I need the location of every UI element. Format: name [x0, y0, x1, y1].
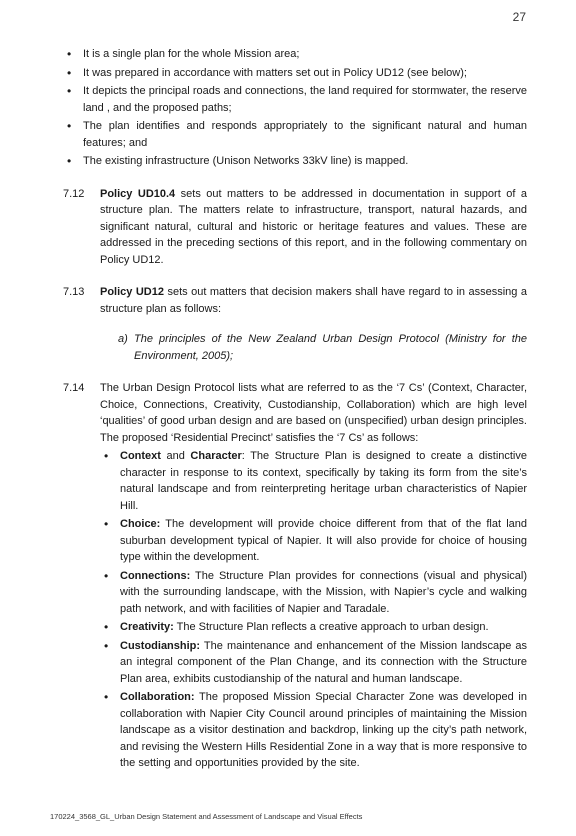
- paragraph-text: [100, 186, 527, 269]
- list-item: • The plan identifies and responds appropriately to the significant natural and human features; and: [63, 118, 527, 151]
- structure-plan-criteria-list: [63, 46, 527, 170]
- page-number: 27: [512, 10, 526, 24]
- bullet-term: Collaboration:: [120, 691, 195, 703]
- bullet-connector: and: [160, 450, 191, 462]
- document-footer: 170224_3568_GL_Urban Design Statement and Assessment of Landscape and Visual Effects: [50, 812, 363, 821]
- bullet-text: : The Structure Plan is designed to create a distinctive character in response to its context, specifically by taking its form from the site’s natural landscape and from reinterpreting heritage urban characteristics of Napier Hill.: [120, 450, 527, 512]
- paragraph-number: 7.13: [63, 286, 85, 298]
- list-item: • The existing infrastructure (Unison Networks 33kV line) is mapped.: [63, 153, 527, 170]
- policy-reference: Policy UD12: [100, 286, 164, 298]
- paragraph-text: The Urban Design Protocol lists what are referred to as the ‘7 Cs’ (Context, Character, Choice, Connections, Creativity, Custodianship, Collaboration) which are high level ‘qualities’ of good urban design and are based on (unspecified) urban design principles. The proposed ‘Residential Precinct’ satisfies the ‘7 Cs’ as follows:: [100, 382, 527, 444]
- sub-item-letter: a): [118, 333, 128, 345]
- bullet-text: The maintenance and enhancement of the Mission landscape as an integral component of the Plan Change, and its connection with the Structure Plan area, exhibits custodianship of the natural and human landscape.: [120, 639, 527, 685]
- sub-item-text: The principles of the New Zealand Urban Design Protocol (Ministry for the Environment, 2005);: [134, 333, 527, 362]
- bullet-text: The Structure Plan reflects a creative approach to urban design.: [173, 621, 489, 633]
- bullet-term: Creativity:: [120, 621, 174, 633]
- paragraph-number: 7.12: [63, 187, 85, 200]
- bullet-term: Character: [190, 450, 242, 462]
- bullet-term: Choice:: [120, 518, 161, 530]
- list-item-context-character: [100, 448, 527, 514]
- paragraph-7-14: [63, 380, 527, 772]
- bullet-text: The Structure Plan provides for connections (visual and physical) with the surrounding landscape, with the Mission, with Napier’s cycle and walking path network, and with facilities of Napier and Taradale.: [120, 569, 527, 615]
- paragraph-number: 7.14: [63, 382, 85, 394]
- bullet-text: The development will provide choice different from that of the flat land suburban development typical of Napier. It will also provide for choice of housing type within the development.: [120, 518, 527, 563]
- policy-reference: Policy UD10.4: [100, 187, 176, 200]
- bullet-term: Context: [120, 450, 161, 462]
- list-item-collaboration: [100, 689, 527, 772]
- paragraph-7-12: [63, 186, 527, 269]
- list-item-connections: [100, 568, 527, 618]
- list-item: • It depicts the principal roads and connections, the land required for stormwater, the reserve land , and the proposed paths;: [63, 83, 527, 116]
- bullet-term: Custodianship:: [120, 639, 201, 652]
- paragraph-text: [100, 284, 527, 317]
- list-item-creativity: [100, 619, 527, 636]
- document-body: [63, 46, 527, 774]
- list-item: • It is a single plan for the whole Mission area;: [63, 46, 527, 63]
- paragraph-body-text: sets out matters to be addressed in documentation in support of a structure plan. The matters relate to infrastructure, transport, natural hazards, and significant natural, cultural and historic or heritage features and values. These are addressed in the preceding sections of this report, and in the following commentary on Policy UD12.: [100, 187, 527, 266]
- list-item-custodianship: [100, 638, 527, 688]
- paragraph-body-text: sets out matters that decision makers shall have regard to in assessing a structure plan as follows:: [100, 286, 527, 315]
- list-item-choice: [100, 516, 527, 566]
- seven-cs-list: [100, 448, 527, 772]
- paragraph-7-13: [63, 284, 527, 364]
- bullet-text: The proposed Mission Special Character Zone was developed in collaboration with Napier City Council around principles of maintaining the Mission landscape as a visitor destination and backdrop, linking up the city’s path network, and revising the Western Hills Residential Zone in a way that is more responsive to the setting and opportunities provided by the site.: [120, 691, 527, 769]
- sub-item-a: [118, 331, 527, 364]
- bullet-term: Connections:: [120, 569, 191, 582]
- list-item: • It was prepared in accordance with matters set out in Policy UD12 (see below);: [63, 65, 527, 82]
